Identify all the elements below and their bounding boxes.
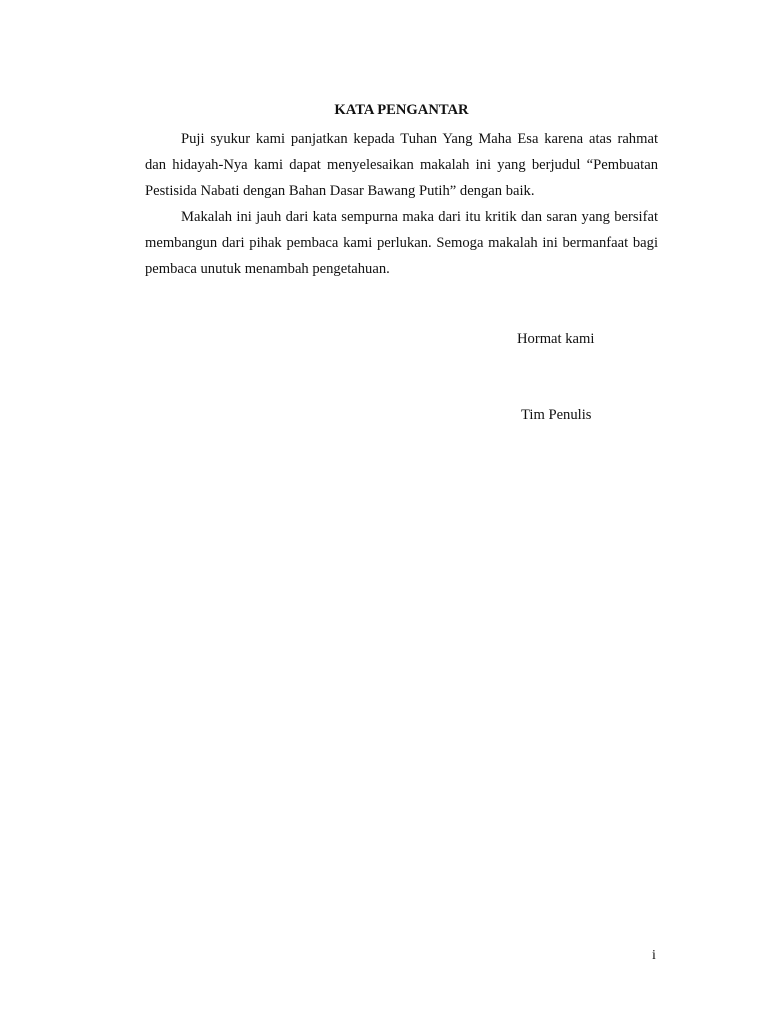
closing-greeting: Hormat kami (517, 331, 595, 347)
paragraph-feedback: Makalah ini jauh dari kata sempurna maka dari itu kritik dan saran yang bersifat membangun dari pihak pembaca kami perlukan. Semoga makalah ini bermanfaat bagi pembaca unutuk menambah pengetahuan. (145, 209, 658, 277)
page-title: KATA PENGANTAR (334, 102, 469, 118)
signature: Tim Penulis (521, 407, 592, 423)
paragraph-gratitude: Puji syukur kami panjatkan kepada Tuhan Yang Maha Esa karena atas rahmat dan hidayah-Nya kami dapat menyelesaikan makalah ini yang berjudul “Pembuatan Pestisida Nabati dengan Bahan Dasar Bawang Putih” dengan baik. (145, 131, 658, 199)
page-number: i (652, 948, 656, 963)
page-content (145, 100, 658, 282)
